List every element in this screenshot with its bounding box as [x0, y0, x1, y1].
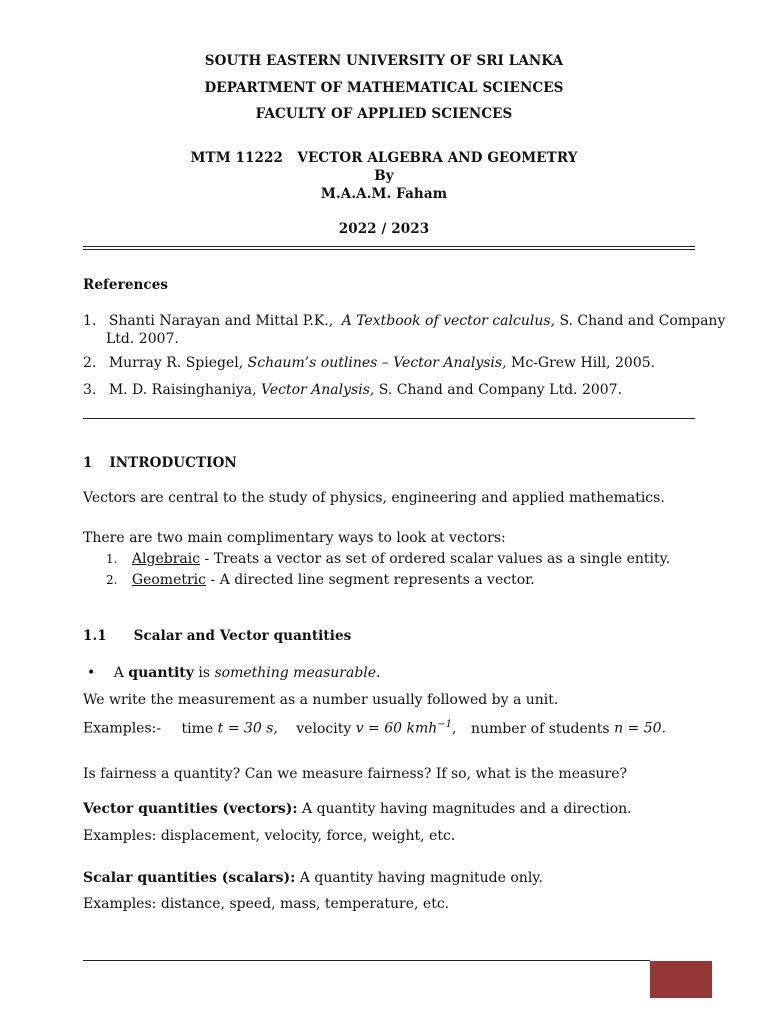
reference-continuation: Ltd. 2007.	[106, 331, 179, 347]
scalar-definition: Scalar quantities (scalars): A quantity having magnitude only.	[83, 870, 543, 886]
reference-publisher: Mc-Grew Hill, 2005.	[510, 355, 656, 371]
bullet-icon: •	[87, 665, 96, 681]
by-label: By	[374, 168, 394, 184]
reference-item	[83, 382, 622, 398]
intro-paragraph: There are two main complimentary ways to look at vectors:	[83, 530, 506, 546]
bold-term: quantity	[128, 665, 194, 681]
list-number: 1.	[106, 552, 118, 566]
footer-divider	[83, 960, 650, 961]
list-description: - Treats a vector as set of ordered scalar values as a single entity.	[200, 551, 671, 567]
reference-title: Schaum’s outlines – Vector Analysis,	[247, 355, 507, 371]
definition-term: Vector quantities (vectors):	[83, 801, 298, 817]
math-exponent: −1	[437, 719, 453, 730]
references-divider	[83, 418, 695, 419]
page-number-box	[650, 961, 712, 998]
reference-number: 1.	[83, 313, 97, 329]
header-divider	[83, 246, 695, 250]
reference-publisher: S. Chand and Company	[559, 313, 726, 329]
fairness-question: Is fairness a quantity? Can we measure fairness? If so, what is the measure?	[83, 766, 628, 782]
department-title: DEPARTMENT OF MATHEMATICAL SCIENCES	[204, 80, 564, 96]
subsection-title: Scalar and Vector quantities	[133, 628, 352, 644]
italic-phrase: something measurable.	[214, 665, 381, 681]
reference-item	[83, 355, 655, 371]
reference-item	[83, 313, 725, 329]
reference-number: 3.	[83, 382, 97, 398]
section-heading	[83, 455, 237, 471]
examples-line: Examples:- time t = 30 s, velocity v = 60 kmh$^{-1}$, number of students n = 50.	[83, 719, 666, 737]
math-velocity: v = 60 kmh	[355, 720, 438, 737]
author-name: M.A.A.M. Faham	[320, 186, 448, 202]
reference-publisher: S. Chand and Company Ltd. 2007.	[378, 382, 623, 398]
reference-number: 2.	[83, 355, 97, 371]
subsection-number: 1.1	[83, 628, 107, 644]
reference-author: Shanti Narayan and Mittal P.K.,	[108, 313, 334, 329]
course-title: MTM 11222 VECTOR ALGEBRA AND GEOMETRY	[190, 150, 578, 166]
list-number: 2.	[106, 573, 118, 587]
faculty-title: FACULTY OF APPLIED SCIENCES	[255, 106, 513, 122]
list-description: - A directed line segment represents a vector.	[206, 572, 535, 588]
university-title: SOUTH EASTERN UNIVERSITY OF SRI LANKA	[204, 53, 564, 69]
list-item	[106, 572, 535, 588]
reference-title: A Textbook of vector calculus,	[341, 313, 555, 329]
list-item	[106, 551, 670, 567]
vector-definition: Vector quantities (vectors): A quantity having magnitudes and a direction.	[83, 801, 632, 817]
definition-term: Scalar quantities (scalars):	[83, 870, 296, 886]
examples-label: Examples:-	[83, 720, 162, 737]
section-title: INTRODUCTION	[109, 455, 237, 471]
scalar-examples: Examples: distance, speed, mass, temperature, etc.	[83, 896, 450, 912]
list-term: Geometric	[131, 572, 207, 588]
bullet-item: • A quantity is something measurable.	[87, 665, 381, 681]
list-term: Algebraic	[131, 551, 201, 567]
math-students: n = 50.	[614, 720, 666, 737]
reference-author: Murray R. Spiegel,	[108, 355, 244, 371]
reference-author: M. D. Raisinghaniya,	[108, 382, 257, 398]
reference-title: Vector Analysis,	[261, 382, 375, 398]
intro-paragraph: Vectors are central to the study of physics, engineering and applied mathematics.	[83, 490, 665, 506]
references-heading: References	[83, 277, 169, 293]
vector-examples: Examples: displacement, velocity, force, weight, etc.	[83, 828, 456, 844]
academic-year: 2022 / 2023	[338, 221, 430, 237]
subsection-heading	[83, 628, 351, 644]
math-time: t = 30 s,	[217, 720, 278, 737]
measurement-paragraph: We write the measurement as a number usually followed by a unit.	[83, 692, 559, 708]
section-number: 1	[83, 455, 93, 471]
